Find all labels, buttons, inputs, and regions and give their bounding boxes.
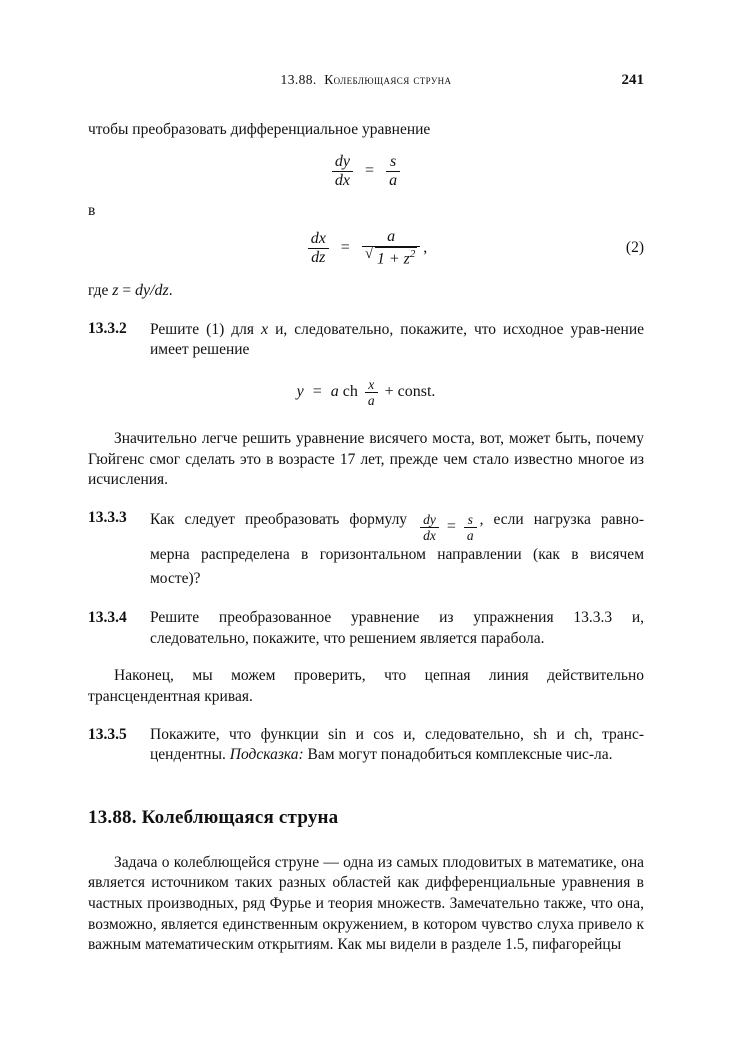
page-number: 241	[621, 72, 644, 88]
equation-2-comma: ,	[423, 238, 428, 256]
running-head-section-number: 13.88.	[280, 72, 317, 87]
running-head-title	[281, 72, 452, 88]
section-number: 13.88.	[88, 806, 137, 828]
equation-3-expression: y = a ch $\frac{x}{a}$ + const.	[296, 377, 436, 409]
fraction-x-a: $\frac{x}{a}$	[365, 377, 378, 408]
exercise-text: Решите преобразованное уравнение из упражнения 13.3.3 и, следовательно, покажите, что решением является парабола.	[150, 609, 644, 647]
exercise-13-3-4	[88, 608, 644, 649]
connector-word: в	[88, 202, 96, 220]
equation-1	[88, 153, 644, 190]
exercise-text-part4: мосте)?	[150, 570, 201, 588]
fraction-dy-dx: $\frac{dy}{dx}$	[420, 512, 439, 543]
exercise-number: 13.3.3	[88, 509, 127, 527]
exercise-text-part2: Вам могут понадобиться комплексные чис-ла.	[303, 746, 613, 764]
equation-2	[88, 228, 644, 268]
exercise-text	[150, 508, 644, 591]
exercise-text	[150, 725, 644, 766]
exercise-13-3-2	[88, 319, 644, 361]
fraction-s-a: $\frac{s}{a}$	[464, 512, 477, 543]
where-clause: где z = dy/dz.	[88, 282, 173, 300]
exercise-text-part1: Как следует преобразовать формулу	[150, 511, 408, 529]
equation-3	[88, 377, 644, 408]
exercise-number: 13.3.4	[88, 609, 127, 627]
equation-1-expression	[329, 152, 403, 189]
equals-sign: =	[365, 161, 375, 179]
exercise-13-3-5	[88, 725, 644, 766]
running-head-section-title: Колеблющаяся струна	[324, 72, 452, 87]
intro-line: чтобы преобразовать дифференциальное уравнение	[88, 121, 431, 138]
inline-equation-dy-dx-s-a: $\frac{dy}{dx}$ = $\frac{s}{a}$	[417, 512, 480, 543]
page-content	[88, 72, 644, 956]
exercise-text-part2: , если нагрузка равно-	[479, 511, 645, 529]
fraction-dy-dx: $\frac{dy}{dx}$	[332, 153, 353, 190]
equals-sign: =	[340, 238, 350, 256]
exercise-number: 13.3.2	[88, 319, 127, 337]
equation-2-expression	[305, 228, 428, 268]
paragraph-vibrating-string: Задача о колеблющейся струне — одна из самых плодовитых в математике, она является источником таких разных областей как дифференциальные уравнения в частных производных, ряд Фурье и теория множеств. Замечательно также, что она, возможно, является единственным окружением, в котором чувство слуха привело к важным математическим открытиям. Как мы видели в разделе 1.5, пифагорейцы	[88, 853, 644, 954]
paragraph-transcendental: Наконец, мы можем проверить, что цепная линия действительно трансцендентная кривая.	[88, 667, 644, 706]
running-head	[88, 72, 644, 94]
fraction-s-a: $\frac{s}{a}$	[386, 153, 400, 190]
exercise-text-part1: Покажите, что функции sin и cos и, следовательно, sh и ch, транс-цендентны.	[150, 725, 644, 764]
exercise-text-part3: мерна распределена в горизонтальном направлении (как в висячем	[150, 546, 644, 564]
exercise-text: Решите (1) для x и, следовательно, покажите, что исходное урав‑нение имеет решение	[150, 320, 644, 359]
fraction-dx-dz: $\frac{dx}{dz}$	[308, 230, 329, 267]
section-title: Колеблющаяся струна	[141, 806, 339, 828]
equation-2-number: (2)	[625, 239, 644, 257]
hint-label: Подсказка:	[229, 746, 304, 764]
sqrt-denominator	[362, 246, 420, 268]
fraction-a-over-sqrt: a √ $1 + z^2$	[362, 228, 420, 268]
exercise-number: 13.3.5	[88, 725, 127, 743]
section-heading	[88, 807, 644, 829]
exercise-13-3-3	[88, 508, 644, 591]
paragraph-huygens: Значительно легче решить уравнение висячего моста, вот, может быть, почему Гюйгенс смог сделать это в возрасте 17 лет, прежде чем стало известно многое из исчисления.	[88, 430, 644, 489]
square-root-icon: √ $1 + z^2$	[365, 247, 417, 268]
